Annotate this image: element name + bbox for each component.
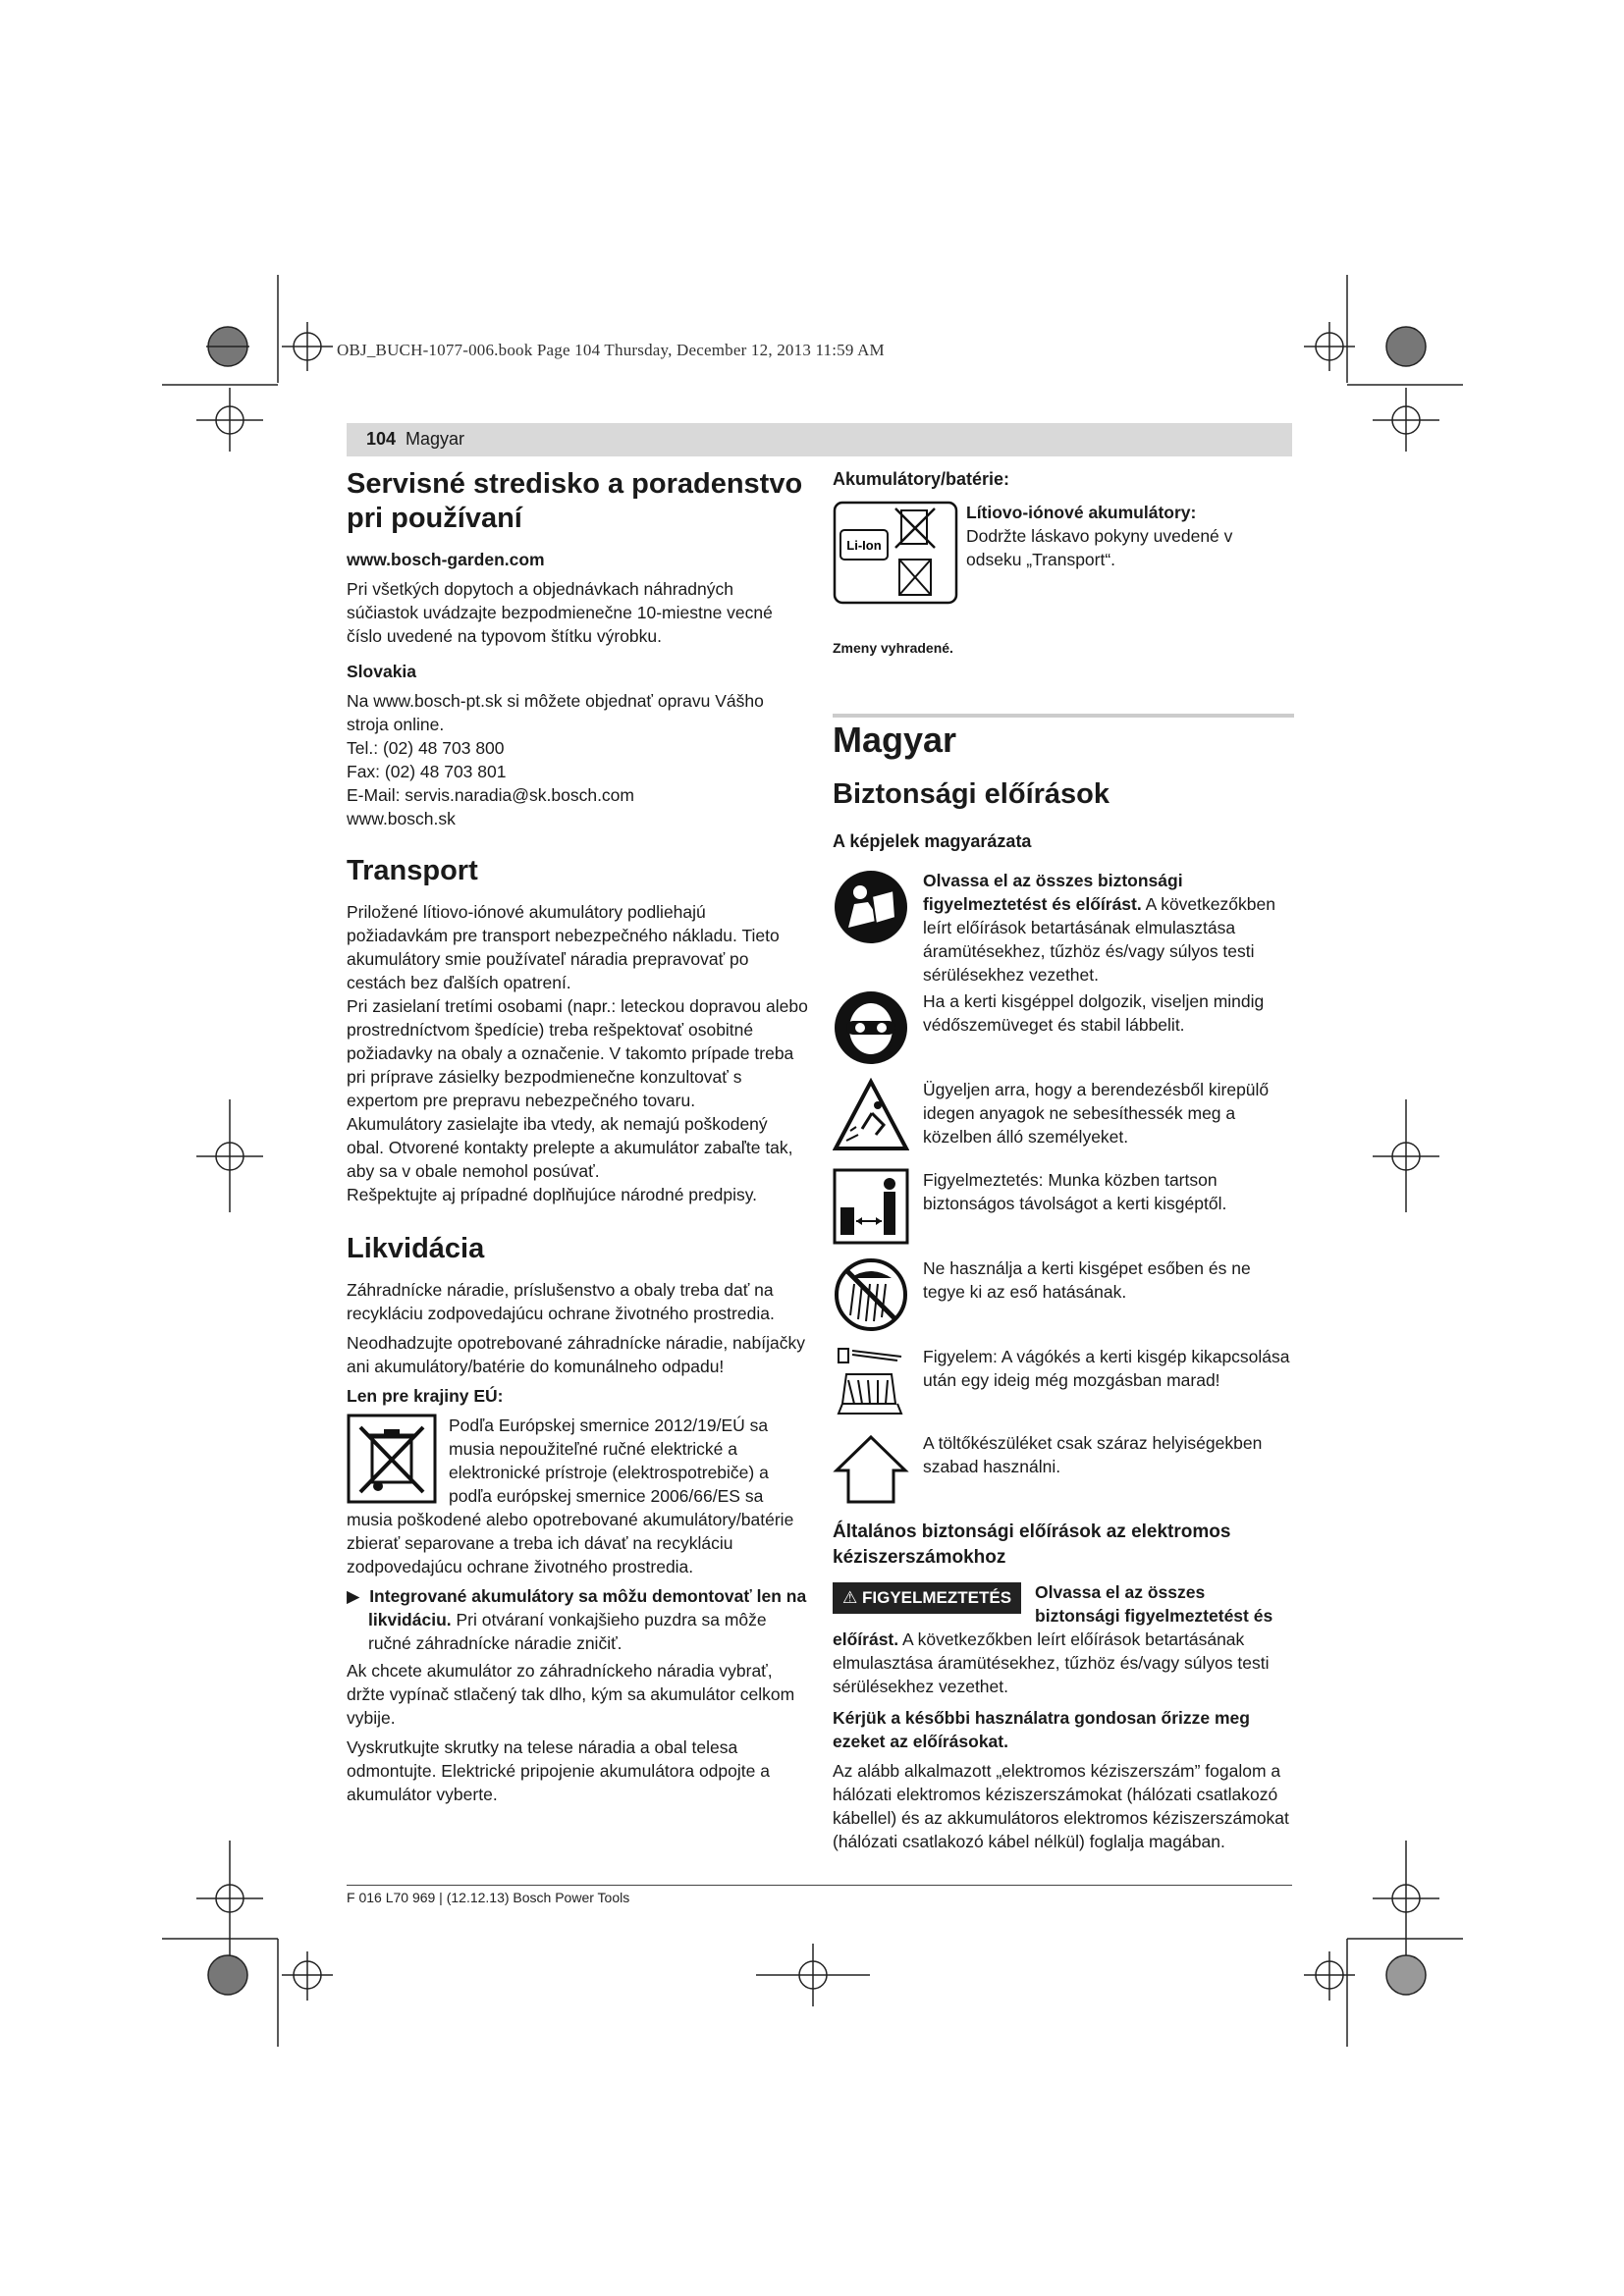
symbol-text: A töltőkészüléket csak száraz helyiségekben szabad használni. <box>923 1433 1263 1476</box>
symbol-text: A következőkben leírt előírások betartásának elmulasztása áramütésekhez, tűzhöz és/vagy súlyos testi sérülésekhez vezethet. <box>923 894 1275 985</box>
service-title: Servisné stredisko a poradenstvo pri používaní <box>347 468 803 534</box>
general-title: Általános biztonsági előírások az elektromos kéziszerszámokhoz <box>833 1522 1231 1568</box>
indoor-house-icon <box>833 1431 909 1508</box>
slovakia-line[interactable]: www.bosch.sk <box>347 809 456 828</box>
bullet-note <box>347 1584 808 1655</box>
service-text: Pri všetkých dopytoch a objednávkach náhradných súčiastok uvádzajte bezpodmienečne 10-miestne vecné číslo uvedené na typovom štítku výrobku. <box>347 579 773 646</box>
li-ion-title: Lítiovo-iónové akumulátory: <box>966 503 1197 522</box>
symbol-text: Ne használja a kerti kisgépet esőben és ne tegye ki az eső hatásának. <box>923 1258 1251 1302</box>
right-column-general <box>833 1520 1294 1859</box>
symbol-text: Ha a kerti kisgéppel dolgozik, viseljen mindig védőszemüveget és stabil lábbelit. <box>923 991 1265 1035</box>
page-header-bar <box>347 423 1292 456</box>
symbol-bold: Olvassa el az összes biztonsági figyelmeztetést és előírást. <box>923 871 1183 914</box>
magyar-title: Magyar <box>833 720 957 760</box>
symbol-text: Ügyeljen arra, hogy a berendezésből kirepülő idegen anyagok ne sebesíthessék meg a közelben álló személyeket. <box>923 1080 1270 1147</box>
definition-text: Az alább alkalmazott „elektromos kéziszerszám” fogalom a hálózati elektromos kéziszerszámokat (hálózati csatlakozó kábellel) és az akkumulátoros elektromos kéziszerszámokat (hálózati csatlakozó kábel nélkül) foglalja magában. <box>833 1761 1289 1851</box>
left-column <box>347 467 808 1812</box>
symbol-text: Figyelem: A vágókés a kerti kisgép kikapcsolása után egy ideig még mozgásban marad! <box>923 1347 1290 1390</box>
bullet-text: Pri otváraní vonkajšieho puzdra sa môže ručné záhradnícke náradie zničiť. <box>368 1610 767 1653</box>
warning-block <box>833 1580 1294 1698</box>
page-footer: F 016 L70 969 | (12.12.13) Bosch Power Tools <box>347 1890 630 1905</box>
eu-title: Len pre krajiny EÚ: <box>347 1386 504 1406</box>
slovakia-line: Fax: (02) 48 703 801 <box>347 762 507 781</box>
section-name: Magyar <box>406 429 465 449</box>
slovakia-line: Na www.bosch-pt.sk si môžete objednať opravu Vášho stroja online. <box>347 691 764 734</box>
final-text: Vyskrutkujte skrutky na telese náradia a obal telesa odmontujte. Elektrické pripojenie akumulátora odpojte a akumulátor vyberte. <box>347 1737 770 1804</box>
eu-block <box>347 1414 808 1578</box>
right-column-magyar <box>833 721 1294 857</box>
page-number: 104 <box>366 429 397 449</box>
li-ion-label: Li-Ion <box>846 538 882 553</box>
no-rain-icon <box>833 1256 909 1333</box>
changes-note: Zmeny vyhradené. <box>833 640 953 656</box>
section-rule <box>833 714 1294 718</box>
warning-badge <box>833 1582 1021 1614</box>
blade-rundown-icon <box>833 1345 909 1421</box>
warning-triangle-icon: ⚠ <box>842 1588 858 1607</box>
battery-title: Akumulátory/batérie: <box>833 469 1010 489</box>
safety-title: Biztonsági előírások <box>833 778 1110 810</box>
bullet-arrow-icon: ▶ <box>347 1586 370 1606</box>
transport-title: Transport <box>347 855 478 886</box>
safe-distance-icon <box>833 1168 909 1245</box>
transport-paragraph: Rešpektujte aj prípadné doplňujúce národné predpisy. <box>347 1185 758 1204</box>
keep-instructions: Kérjük a későbbi használatra gondosan őrizze meg ezeket az előírásokat. <box>833 1708 1250 1751</box>
bullet-bold: Integrované akumulátory sa môžu demontovať len na likvidáciu. <box>368 1586 807 1629</box>
warning-text: A következőkben leírt előírások betartásának elmulasztása áramütésekhez, tűzhöz és/vagy súlyos testi sérülésekhez vezethet. <box>833 1629 1270 1696</box>
transport-paragraph: Priložené lítiovo-iónové akumulátory podliehajú požiadavkám pre transport nebezpečného nákladu. Tieto akumulátory smie používateľ náradia prepravovať po cestách bez ďalších opatrení. <box>347 902 780 992</box>
disposal-text: Neodhadzujte opotrebované záhradnícke náradie, nabíjačky ani akumulátory/batérie do komunálneho odpadu! <box>347 1333 805 1376</box>
transport-paragraph: Pri zasielaní tretími osobami (napr.: leteckou dopravou alebo prostredníctvom špedície) treba rešpektovať osobitné požiadavky na obaly a označenie. V takomto prípade treba pri príprave zásielky bezpodmienečne konzultovať s expertom pre prepravu nebezpečného tovaru. <box>347 996 808 1110</box>
book-info-line: OBJ_BUCH-1077-006.book Page 104 Thursday, December 12, 2013 11:59 AM <box>337 341 885 359</box>
read-manual-icon <box>833 869 909 945</box>
service-url[interactable]: www.bosch-garden.com <box>347 550 545 569</box>
symbols-title: A képjelek magyarázata <box>833 831 1032 851</box>
eu-text: Podľa Európskej smernice 2012/19/EÚ sa musia nepoužiteľné ručné elektrické a elektronické prístroje (elektrospotrebiče) a podľa európskej smernice 2006/66/ES sa musia poškodené alebo opotrebované akumulátory/batérie zbierať separovane a treba ich dávať na recykláciu zodpovedajúcu ochrane životného prostredia. <box>347 1415 794 1576</box>
warning-label: FIGYELMEZTETÉS <box>861 1588 1012 1607</box>
li-ion-text: Dodržte láskavo pokyny uvedené v odseku „Transport“. <box>966 526 1233 569</box>
slovakia-line[interactable]: E-Mail: servis.naradia@sk.bosch.com <box>347 785 634 805</box>
right-column-top <box>833 467 1294 660</box>
flying-debris-warning-icon <box>833 1078 909 1154</box>
crossed-bin-icon <box>347 1414 437 1504</box>
disposal-title: Likvidácia <box>347 1233 485 1264</box>
disposal-text: Záhradnícke náradie, príslušenstvo a obaly treba dať na recykláciu zodpovedajúcu ochrane životného prostredia. <box>347 1280 775 1323</box>
slovakia-title: Slovakia <box>347 662 417 681</box>
footer-rule <box>347 1885 1292 1886</box>
goggles-icon <box>833 989 909 1066</box>
li-ion-block <box>833 501 1294 609</box>
slovakia-line: Tel.: (02) 48 703 800 <box>347 738 505 758</box>
warning-bold: Olvassa el az összes biztonsági figyelmeztetést és előírást. <box>833 1582 1273 1649</box>
symbol-text: Figyelmeztetés: Munka közben tartson biztonságos távolságot a kerti kisgéptől. <box>923 1170 1227 1213</box>
li-ion-battery-icon <box>833 501 958 605</box>
final-text: Ak chcete akumulátor zo záhradníckeho náradia vybrať, držte vypínač stlačený tak dlho, kým sa akumulátor celkom vybije. <box>347 1661 795 1728</box>
transport-paragraph: Akumulátory zasielajte iba vtedy, ak nemajú poškodený obal. Otvorené kontakty prelepte a akumulátor zabaľte tak, aby sa v obale nemohol posúvať. <box>347 1114 793 1181</box>
